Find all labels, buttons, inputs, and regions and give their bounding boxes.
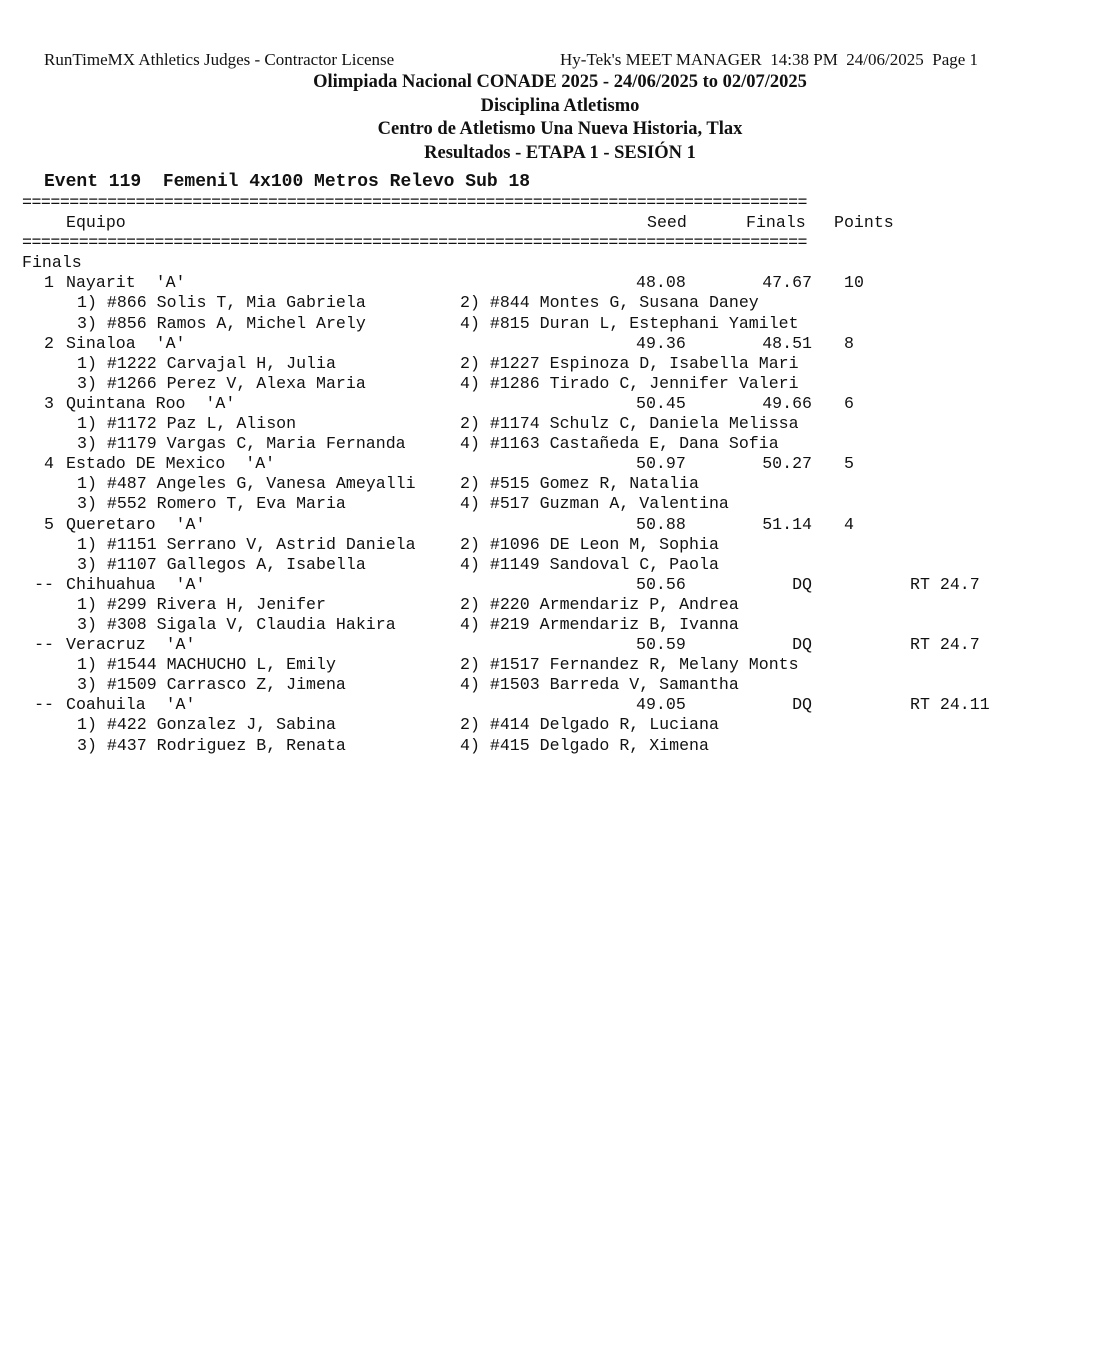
- relay-leg-3: 3) #1179 Vargas C, Maria Fernanda: [77, 434, 406, 454]
- relay-leg-2: 2) #220 Armendariz P, Andrea: [460, 594, 739, 614]
- team-name: Chihuahua 'A': [66, 574, 206, 594]
- team-finals: DQ: [792, 695, 812, 715]
- relay-leg-1: 1) #1151 Serrano V, Astrid Daniela: [77, 534, 416, 554]
- relay-leg-2: 2) #1517 Fernandez R, Melany Monts: [460, 655, 799, 675]
- relay-legs-row: [22, 293, 902, 313]
- relay-leg-3: 3) #308 Sigala V, Claudia Hakira: [77, 614, 396, 634]
- relay-leg-3: 3) #1107 Gallegos A, Isabella: [77, 554, 366, 574]
- team-seed: 49.36: [636, 333, 686, 353]
- relay-leg-4: 4) #415 Delgado R, Ximena: [460, 735, 709, 755]
- relay-legs-row: [22, 615, 902, 635]
- table-rule-top: ===================================================================================: [22, 193, 808, 212]
- team-name: Coahuila 'A': [66, 695, 196, 715]
- team-finals: 50.27: [762, 454, 812, 474]
- team-points: 6: [844, 393, 854, 413]
- venue-title: Centro de Atletismo Una Nueva Historia, Tlax: [377, 119, 743, 139]
- relay-leg-4: 4) #219 Armendariz B, Ivanna: [460, 614, 739, 634]
- relay-leg-2: 2) #844 Montes G, Susana Daney: [460, 293, 759, 313]
- team-place: 2: [44, 333, 54, 353]
- team-finals: 49.66: [762, 393, 812, 413]
- column-header-team: Equipo: [66, 213, 126, 233]
- session-title: Resultados - ETAPA 1 - SESIÓN 1: [424, 142, 696, 163]
- team-place: --: [34, 695, 54, 715]
- team-place: --: [34, 635, 54, 655]
- relay-legs-row: [22, 675, 902, 695]
- team-finals: DQ: [792, 574, 812, 594]
- team-points: 4: [844, 514, 854, 534]
- relay-legs-row: [22, 314, 902, 334]
- relay-leg-1: 1) #299 Rivera H, Jenifer: [77, 594, 326, 614]
- team-name: Veracruz 'A': [66, 635, 196, 655]
- team-seed: 50.56: [636, 574, 686, 594]
- team-seed: 48.08: [636, 273, 686, 293]
- team-note: RT 24.7: [910, 635, 980, 655]
- event-title: Event 119 Femenil 4x100 Metros Relevo Sub 18: [44, 172, 531, 192]
- team-name: Sinaloa 'A': [66, 333, 186, 353]
- meet-titles: [0, 71, 1106, 165]
- team-row: [22, 454, 902, 474]
- relay-leg-3: 3) #1266 Perez V, Alexa Maria: [77, 373, 366, 393]
- relay-leg-4: 4) #1163 Castañeda E, Dana Sofia: [460, 434, 779, 454]
- section-label: [22, 253, 902, 273]
- relay-leg-4: 4) #815 Duran L, Estephani Yamilet: [460, 313, 799, 333]
- team-seed: 49.05: [636, 695, 686, 715]
- relay-legs-row: [22, 595, 902, 615]
- column-header-seed: Seed: [647, 213, 687, 233]
- team-row: [22, 394, 902, 414]
- team-note: RT 24.11: [910, 695, 990, 715]
- header-license: RunTimeMX Athletics Judges - Contractor License: [44, 50, 395, 69]
- relay-leg-3: 3) #856 Ramos A, Michel Arely: [77, 313, 366, 333]
- team-seed: 50.59: [636, 635, 686, 655]
- relay-legs-row: [22, 736, 902, 756]
- relay-leg-1: 1) #422 Gonzalez J, Sabina: [77, 715, 336, 735]
- relay-legs-row: [22, 715, 902, 735]
- team-row: [22, 515, 902, 535]
- relay-leg-2: 2) #1096 DE Leon M, Sophia: [460, 534, 719, 554]
- relay-legs-row: [22, 494, 902, 514]
- relay-legs-row: [22, 374, 902, 394]
- team-row: [22, 695, 990, 715]
- relay-leg-4: 4) #1503 Barreda V, Samantha: [460, 675, 739, 695]
- team-row: [22, 574, 980, 595]
- relay-leg-1: 1) #1544 MACHUCHO L, Emily: [77, 655, 336, 675]
- relay-legs-row: [22, 555, 902, 575]
- relay-leg-2: 2) #414 Delgado R, Luciana: [460, 715, 719, 735]
- results-table: [22, 193, 990, 756]
- relay-leg-1: 1) #1172 Paz L, Alison: [77, 414, 297, 434]
- team-row: [22, 334, 902, 354]
- team-seed: 50.45: [636, 393, 686, 413]
- team-points: 8: [844, 333, 854, 353]
- relay-leg-3: 3) #1509 Carrasco Z, Jimena: [77, 675, 346, 695]
- results-rows: [22, 273, 990, 755]
- team-finals: 51.14: [762, 514, 812, 534]
- team-row: [22, 273, 902, 293]
- team-note: RT 24.7: [910, 574, 980, 594]
- relay-leg-1: 1) #866 Solis T, Mia Gabriela: [77, 293, 366, 313]
- column-header-points: Points: [834, 213, 894, 233]
- header-meet-manager: Hy-Tek's MEET MANAGER 14:38 PM 24/06/2025 Page 1: [560, 50, 979, 69]
- section-finals: Finals: [22, 253, 82, 273]
- team-points: 5: [844, 454, 854, 474]
- relay-leg-1: 1) #1222 Carvajal H, Julia: [77, 353, 336, 373]
- relay-legs-row: [22, 474, 902, 494]
- relay-leg-2: 2) #1174 Schulz C, Daniela Melissa: [460, 414, 799, 434]
- relay-leg-4: 4) #517 Guzman A, Valentina: [460, 494, 729, 514]
- column-header-row: [22, 213, 902, 233]
- team-place: 4: [44, 454, 54, 474]
- team-place: 3: [44, 393, 54, 413]
- team-seed: 50.97: [636, 454, 686, 474]
- relay-leg-2: 2) #1227 Espinoza D, Isabella Mari: [460, 353, 799, 373]
- meet-title: Olimpiada Nacional CONADE 2025 - 24/06/2025 to 02/07/2025: [313, 72, 807, 92]
- team-finals: 47.67: [762, 273, 812, 293]
- relay-legs-row: [22, 655, 902, 675]
- team-finals: 48.51: [762, 333, 812, 353]
- team-name: Estado DE Mexico 'A': [66, 454, 276, 474]
- relay-legs-row: [22, 354, 902, 374]
- team-name: Queretaro 'A': [66, 514, 206, 534]
- column-header-finals: Finals: [746, 213, 806, 233]
- relay-leg-2: 2) #515 Gomez R, Natalia: [460, 474, 699, 494]
- relay-legs-row: [22, 535, 902, 555]
- team-place: --: [34, 574, 54, 594]
- relay-leg-3: 3) #552 Romero T, Eva Maria: [77, 494, 346, 514]
- team-place: 5: [44, 514, 54, 534]
- relay-leg-4: 4) #1149 Sandoval C, Paola: [460, 554, 719, 574]
- team-row: [22, 635, 980, 655]
- team-seed: 50.88: [636, 514, 686, 534]
- team-points: 10: [844, 273, 864, 293]
- table-rule-bottom: ===================================================================================: [22, 233, 808, 253]
- team-name: Quintana Roo 'A': [66, 393, 236, 413]
- relay-legs-row: [22, 414, 902, 434]
- discipline-title: Disciplina Atletismo: [480, 95, 640, 116]
- relay-legs-row: [22, 434, 902, 454]
- team-name: Nayarit 'A': [66, 273, 186, 293]
- team-place: 1: [44, 273, 54, 293]
- relay-leg-1: 1) #487 Angeles G, Vanesa Ameyalli: [77, 474, 416, 494]
- relay-leg-3: 3) #437 Rodriguez B, Renata: [77, 735, 346, 755]
- team-finals: DQ: [792, 635, 812, 655]
- relay-leg-4: 4) #1286 Tirado C, Jennifer Valeri: [460, 373, 799, 393]
